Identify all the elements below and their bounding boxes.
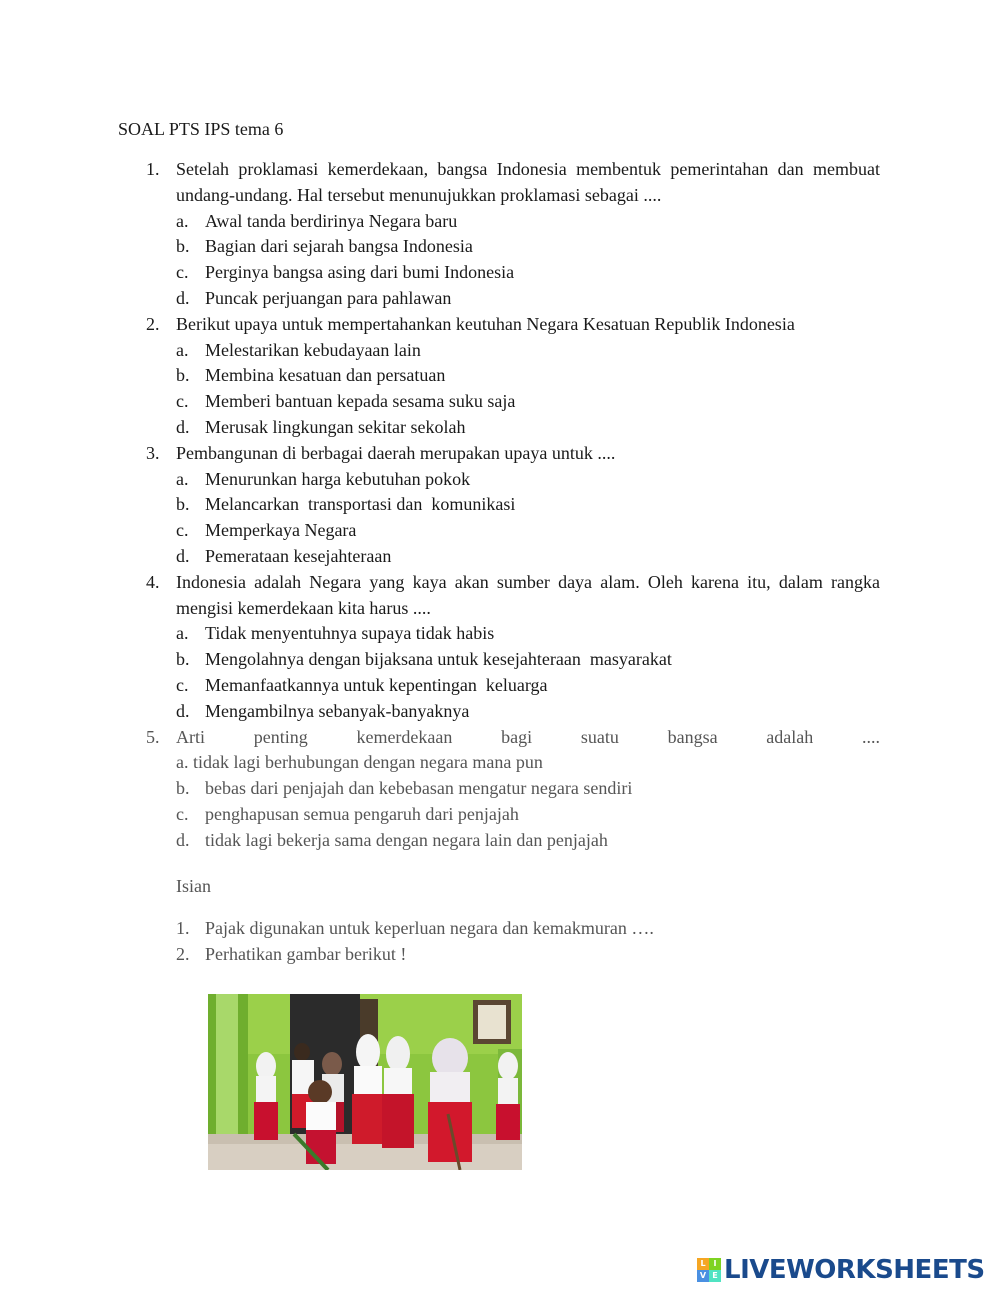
option-d <box>176 415 880 441</box>
page-title: SOAL PTS IPS tema 6 <box>118 119 284 139</box>
option-text: Mengolahnya dengan bijaksana untuk kesejahteraan masyarakat <box>205 649 672 670</box>
option-b <box>176 776 880 802</box>
option-text: tidak lagi bekerja sama dengan negara lain dan penjajah <box>205 829 608 850</box>
isian-item-1 <box>176 915 876 941</box>
option-letter: d. <box>176 829 190 850</box>
question-text: Berikut upaya untuk mempertahankan keutuhan Negara Kesatuan Republik Indonesia <box>176 313 795 334</box>
option-c <box>176 802 880 828</box>
question-number: 3. <box>146 442 160 463</box>
option-letter: a. <box>176 623 189 644</box>
option-text: Memanfaatkannya untuk kepentingan keluarga <box>205 674 548 695</box>
option-text: Perginya bangsa asing dari bumi Indonesia <box>205 262 515 283</box>
logo-mark-letter: L <box>697 1258 709 1270</box>
option-letter: b. <box>176 236 190 257</box>
option-text: bebas dari penjajah dan kebebasan mengatur negara sendiri <box>205 778 633 799</box>
option-d <box>176 699 880 725</box>
option-letter: b. <box>176 778 190 799</box>
question-1 <box>146 157 880 312</box>
option-d <box>176 286 880 312</box>
option-text: Bagian dari sejarah bangsa Indonesia <box>205 236 473 257</box>
option-a <box>176 621 880 647</box>
option-letter: a. <box>176 339 189 360</box>
option-letter: c. <box>176 262 189 283</box>
option-text: a. tidak lagi berhubungan dengan negara mana pun <box>176 752 543 773</box>
isian-number: 2. <box>176 944 190 964</box>
option-a <box>176 338 880 364</box>
option-letter: d. <box>176 700 190 721</box>
isian-text: Perhatikan gambar berikut ! <box>205 944 407 964</box>
logo-mark-letter: E <box>709 1270 721 1282</box>
option-b <box>176 492 880 518</box>
isian-text: Pajak digunakan untuk keperluan negara dan kemakmuran …. <box>205 918 654 938</box>
option-c <box>176 389 880 415</box>
option-text: Pemerataan kesejahteraan <box>205 545 392 566</box>
question-text: Pembangunan di berbagai daerah merupakan upaya untuk .... <box>176 442 616 463</box>
question-5 <box>146 725 880 854</box>
option-c <box>176 673 880 699</box>
option-text: Merusak lingkungan sekitar sekolah <box>205 416 466 437</box>
question-text: Arti penting kemerdekaan bagi suatu bangsa adalah .... <box>176 726 880 747</box>
option-letter: c. <box>176 391 189 412</box>
option-text: Awal tanda berdirinya Negara baru <box>205 210 458 231</box>
option-text: Puncak perjuangan para pahlawan <box>205 287 452 308</box>
option-letter: c. <box>176 803 189 824</box>
question-text: Indonesia adalah Negara yang kaya akan sumber daya alam. Oleh karena itu, dalam rangka mengisi kemerdekaan kita harus .... <box>176 571 880 618</box>
option-b <box>176 234 880 260</box>
question-list <box>146 157 880 854</box>
option-b <box>176 363 880 389</box>
option-a <box>176 750 880 776</box>
option-d <box>176 544 880 570</box>
isian-title: Isian <box>176 876 211 896</box>
option-b <box>176 647 880 673</box>
option-text: Membina kesatuan dan persatuan <box>205 365 446 386</box>
option-text: Melestarikan kebudayaan lain <box>205 339 421 360</box>
logo-mark-letter: V <box>697 1270 709 1282</box>
option-text: Tidak menyentuhnya supaya tidak habis <box>205 623 495 644</box>
logo-text: LIVEWORKSHEETS <box>724 1255 985 1285</box>
option-letter: b. <box>176 649 190 670</box>
option-letter: c. <box>176 674 189 695</box>
option-c <box>176 518 880 544</box>
question-4 <box>146 570 880 725</box>
option-letter: a. <box>176 468 189 489</box>
isian-item-2 <box>176 941 876 967</box>
option-letter: d. <box>176 545 190 566</box>
logo-mark-letter: I <box>709 1258 721 1270</box>
liveworksheets-logo <box>697 1255 985 1285</box>
option-text: Mengambilnya sebanyak-banyaknya <box>205 700 470 721</box>
question-text: Setelah proklamasi kemerdekaan, bangsa Indonesia membentuk pemerintahan dan membuat undang-undang. Hal tersebut menunujukkan proklamasi sebagai .... <box>176 159 880 205</box>
question-number: 1. <box>146 159 160 179</box>
question-number: 4. <box>146 571 160 592</box>
option-text: Melancarkan transportasi dan komunikasi <box>205 494 516 515</box>
option-text: penghapusan semua pengaruh dari penjajah <box>205 803 519 824</box>
option-letter: b. <box>176 365 190 386</box>
option-text: Memberi bantuan kepada sesama suku saja <box>205 391 516 412</box>
option-a <box>176 467 880 493</box>
option-letter: a. <box>176 210 189 231</box>
option-text: Memperkaya Negara <box>205 520 357 541</box>
question-number: 5. <box>146 726 160 747</box>
option-a <box>176 209 880 235</box>
option-d <box>176 828 880 854</box>
option-letter: c. <box>176 520 189 541</box>
question-number: 2. <box>146 313 160 334</box>
option-letter: d. <box>176 416 190 437</box>
option-letter: b. <box>176 494 190 515</box>
question-2 <box>146 312 880 441</box>
logo-mark-icon <box>697 1258 721 1282</box>
isian-number: 1. <box>176 918 190 938</box>
isian-list <box>176 915 876 967</box>
option-c <box>176 260 880 286</box>
question-3 <box>146 441 880 570</box>
students-cleaning-photo <box>208 994 522 1170</box>
option-text: Menurunkan harga kebutuhan pokok <box>205 468 471 489</box>
option-letter: d. <box>176 287 190 308</box>
